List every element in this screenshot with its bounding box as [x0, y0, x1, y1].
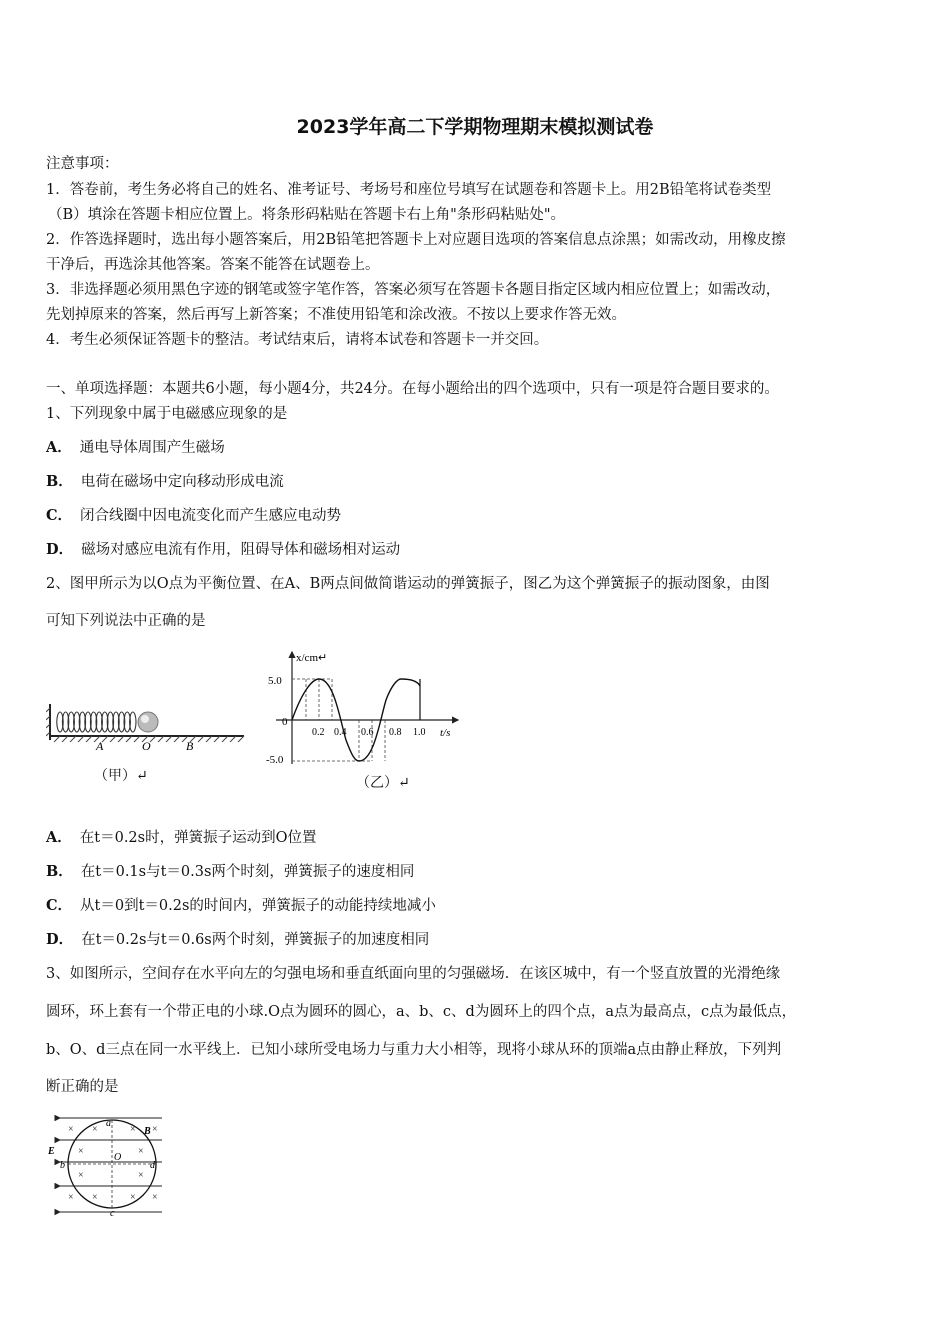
- question-3-stem-cont: 断正确的是: [46, 1079, 119, 1095]
- q1-option-a: [46, 436, 225, 457]
- notice-line: 4．考生必须保证答题卡的整洁。考试结束后，请将本试卷和答题卡一并交回。: [46, 332, 549, 348]
- option-text: 闭合线圈中因电流变化而产生感应电动势: [80, 508, 342, 524]
- x-tick-label: 0.6: [361, 727, 374, 738]
- option-letter: D．: [46, 931, 74, 948]
- notice-line: 先划掉原来的答案，然后再写上新答案；不准使用铅笔和涂改液。不按以上要求作答无效。: [46, 307, 626, 323]
- page-title: 2023学年高二下学期物理期末模拟测试卷: [296, 116, 654, 138]
- option-letter: A．: [46, 829, 72, 846]
- svg-text:×: ×: [152, 1192, 158, 1203]
- question-2-stem: 2、图甲所示为以O点为平衡位置、在A、B两点间做简谐运动的弹簧振子，图乙为这个弹簧振子的振动图象，由图: [46, 576, 770, 592]
- svg-text:×: ×: [78, 1170, 84, 1181]
- q1-option-b: [46, 470, 284, 491]
- ball-highlight: [141, 715, 149, 723]
- label-c: c: [110, 1208, 115, 1216]
- question-2-stem-cont: 可知下列说法中正确的是: [46, 613, 206, 629]
- figure-q3-ring-in-fields: [46, 1112, 170, 1216]
- spring: [57, 712, 136, 732]
- svg-text:×: ×: [130, 1192, 136, 1203]
- x-tick-label: 0.8: [389, 727, 402, 738]
- option-text: 在t＝0.1s与t＝0.3s两个时刻，弹簧振子的速度相同: [80, 864, 415, 880]
- notice-line: 1．答卷前，考生务必将自己的姓名、准考证号、考场号和座位号填写在试题卷和答题卡上。用2B铅笔将试卷类型: [46, 182, 772, 198]
- question-3-stem: 3、如图所示，空间存在水平向左的匀强电场和垂直纸面向里的匀强磁场．在该区城中，有一个竖直放置的光滑绝缘: [46, 966, 781, 982]
- option-letter: D．: [46, 541, 74, 558]
- svg-text:×: ×: [92, 1124, 98, 1135]
- q2-option-b: [46, 860, 414, 881]
- notice-line: 3．非选择题必须用黑色字迹的钢笔或签字笔作答，答案必须写在答题卡各题目指定区域内相应位置上；如需改动，: [46, 282, 781, 298]
- svg-text:×: ×: [138, 1146, 144, 1157]
- svg-text:×: ×: [68, 1192, 74, 1203]
- question-3-stem-cont: 圆环，环上套有一个带正电的小球.O点为圆环的圆心，a、b、c、d为圆环上的四个点，a点为最高点，c点为最低点，: [46, 1004, 797, 1020]
- svg-text:×: ×: [68, 1124, 74, 1135]
- svg-text:×: ×: [152, 1124, 158, 1135]
- notice-heading: 注意事项：: [46, 156, 119, 172]
- figure-yi-caption: （乙）↵: [356, 775, 410, 791]
- x-axis-label: t/s: [440, 727, 451, 739]
- notice-line: 干净后，再选涂其他答案。答案不能答在试题卷上。: [46, 257, 380, 273]
- question-1-stem: 1、下列现象中属于电磁感应现象的是: [46, 406, 288, 422]
- ring: [68, 1120, 156, 1208]
- y-axis-label: x/cm↵: [296, 652, 328, 664]
- y-tick-label: 0: [282, 716, 288, 728]
- y-tick-label: 5.0: [268, 675, 282, 687]
- label-e: E: [48, 1146, 55, 1157]
- notice-line: 2．作答选择题时，选出每小题答案后，用2B铅笔把答题卡上对应题目选项的答案信息点涂黑；如需改动，用橡皮擦: [46, 232, 786, 248]
- q2-option-c: [46, 894, 436, 915]
- y-tick-label: -5.0: [266, 754, 284, 766]
- figure-jia-spring-oscillator: [46, 700, 250, 758]
- x-tick-label: 0.4: [334, 727, 347, 738]
- q2-option-d: [46, 928, 429, 949]
- label-a: a: [106, 1118, 111, 1129]
- option-letter: C．: [46, 897, 73, 914]
- option-letter: C．: [46, 507, 73, 524]
- ball: [138, 712, 158, 732]
- option-letter: B．: [46, 473, 73, 490]
- section-heading: 一、单项选择题：本题共6小题，每小题4分，共24分。在每小题给出的四个选项中，只有一项是符合题目要求的。: [46, 381, 779, 397]
- label-a: A: [96, 739, 104, 753]
- option-text: 磁场对感应电流有作用，阻碍导体和磁场相对运动: [81, 542, 401, 558]
- option-text: 从t＝0到t＝0.2s的时间内，弹簧振子的动能持续地减小: [80, 898, 436, 914]
- svg-text:×: ×: [130, 1124, 136, 1135]
- figure-yi-vibration-graph: [262, 646, 468, 770]
- q1-option-c: [46, 504, 341, 525]
- label-d: d: [150, 1160, 155, 1171]
- svg-text:×: ×: [138, 1170, 144, 1181]
- figure-jia-caption: （甲）↵: [94, 768, 148, 784]
- label-o: O: [114, 1152, 122, 1163]
- q2-option-a: [46, 826, 316, 847]
- x-tick-label: 0.2: [312, 727, 325, 738]
- option-text: 电荷在磁场中定向移动形成电流: [80, 474, 284, 490]
- option-text: 通电导体周围产生磁场: [79, 440, 225, 456]
- option-text: 在t＝0.2s与t＝0.6s两个时刻，弹簧振子的加速度相同: [81, 932, 430, 948]
- svg-text:×: ×: [78, 1146, 84, 1157]
- label-b: B: [186, 739, 194, 753]
- notice-line: （B）填涂在答题卡相应位置上。将条形码粘贴在答题卡右上角"条形码粘贴处"。: [48, 207, 565, 223]
- label-b-field: B: [144, 1126, 151, 1137]
- svg-text:×: ×: [92, 1192, 98, 1203]
- label-b: b: [60, 1160, 65, 1171]
- option-letter: A．: [46, 439, 72, 456]
- q1-option-d: [46, 538, 400, 559]
- question-3-stem-cont: b、O、d三点在同一水平线上．已知小球所受电场力与重力大小相等，现将小球从环的顶端a点由静止释放，下列判: [46, 1042, 782, 1058]
- label-o: O: [142, 739, 151, 753]
- option-letter: B．: [46, 863, 73, 880]
- x-tick-label: 1.0: [413, 727, 426, 738]
- option-text: 在t＝0.2s时，弹簧振子运动到O位置: [79, 830, 317, 846]
